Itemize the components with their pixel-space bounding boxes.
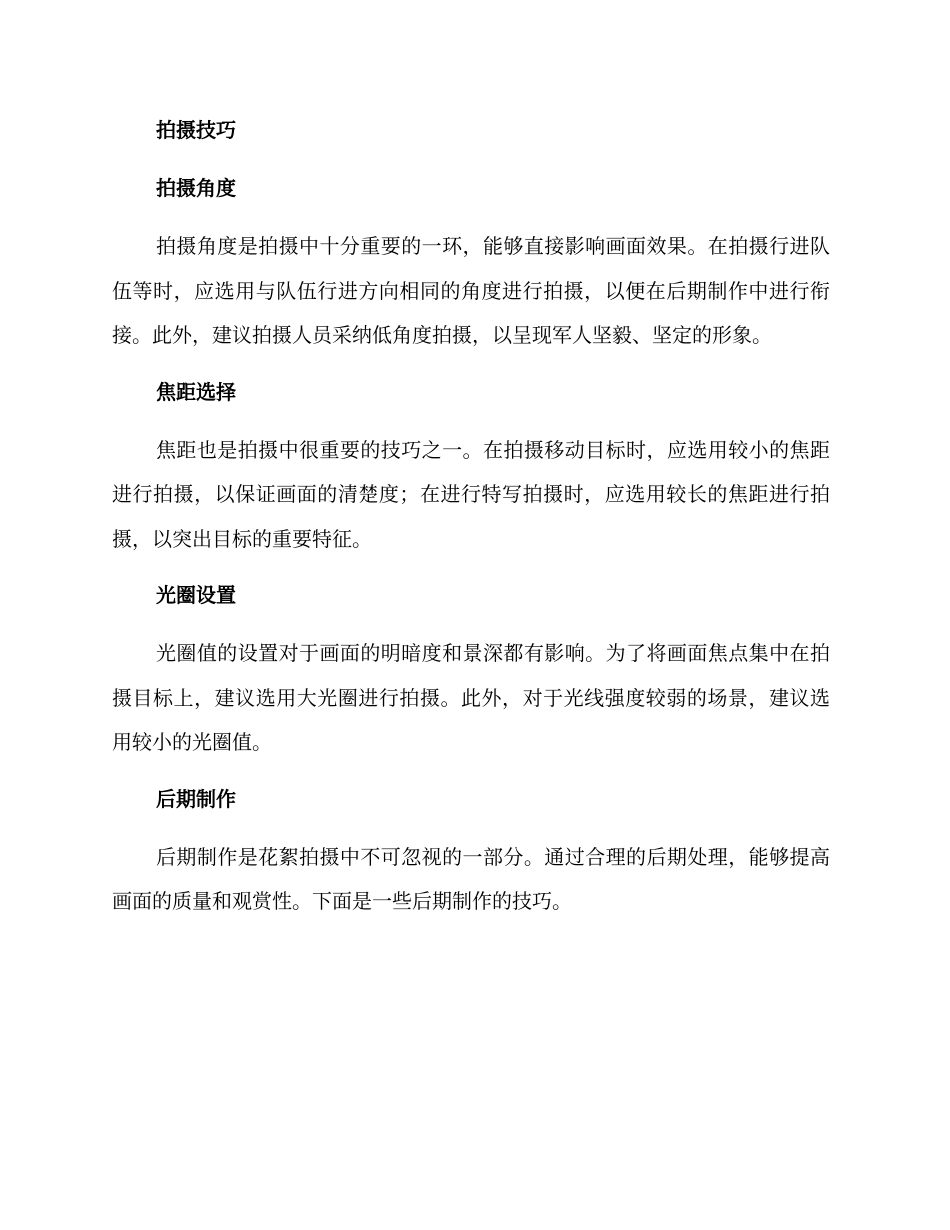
paragraph-shooting-angle: 拍摄角度是拍摄中十分重要的一环，能够直接影响画面效果。在拍摄行进队伍等时，应选用与队伍行进方向相同的角度进行拍摄，以便在后期制作中进行衔接。此外，建议拍摄人员采纳低角度拍摄，以呈现军人坚毅、坚定的形象。: [112, 234, 830, 347]
section-heading-aperture: 光圈设置: [156, 583, 236, 607]
section-heading-shooting-techniques: 拍摄技巧: [156, 118, 236, 142]
document-page: [112, 108, 830, 936]
paragraph-post-production: 后期制作是花絮拍摄中不可忽视的一部分。通过合理的后期处理，能够提高画面的质量和观赏性。下面是一些后期制作的技巧。: [112, 844, 830, 913]
paragraph-focal-length: 焦距也是拍摄中很重要的技巧之一。在拍摄移动目标时，应选用较小的焦距进行拍摄，以保证画面的清楚度；在进行特写拍摄时，应选用较长的焦距进行拍摄，以突出目标的重要特征。: [112, 437, 830, 551]
paragraph-aperture: 光圈值的设置对于画面的明暗度和景深都有影响。为了将画面焦点集中在拍摄目标上，建议选用大光圈进行拍摄。此外，对于光线强度较弱的场景，建议选用较小的光圈值。: [112, 641, 830, 754]
section-heading-shooting-angle: 拍摄角度: [156, 176, 236, 200]
section-heading-post-production: 后期制作: [156, 786, 236, 811]
section-heading-focal-length: 焦距选择: [156, 379, 236, 404]
